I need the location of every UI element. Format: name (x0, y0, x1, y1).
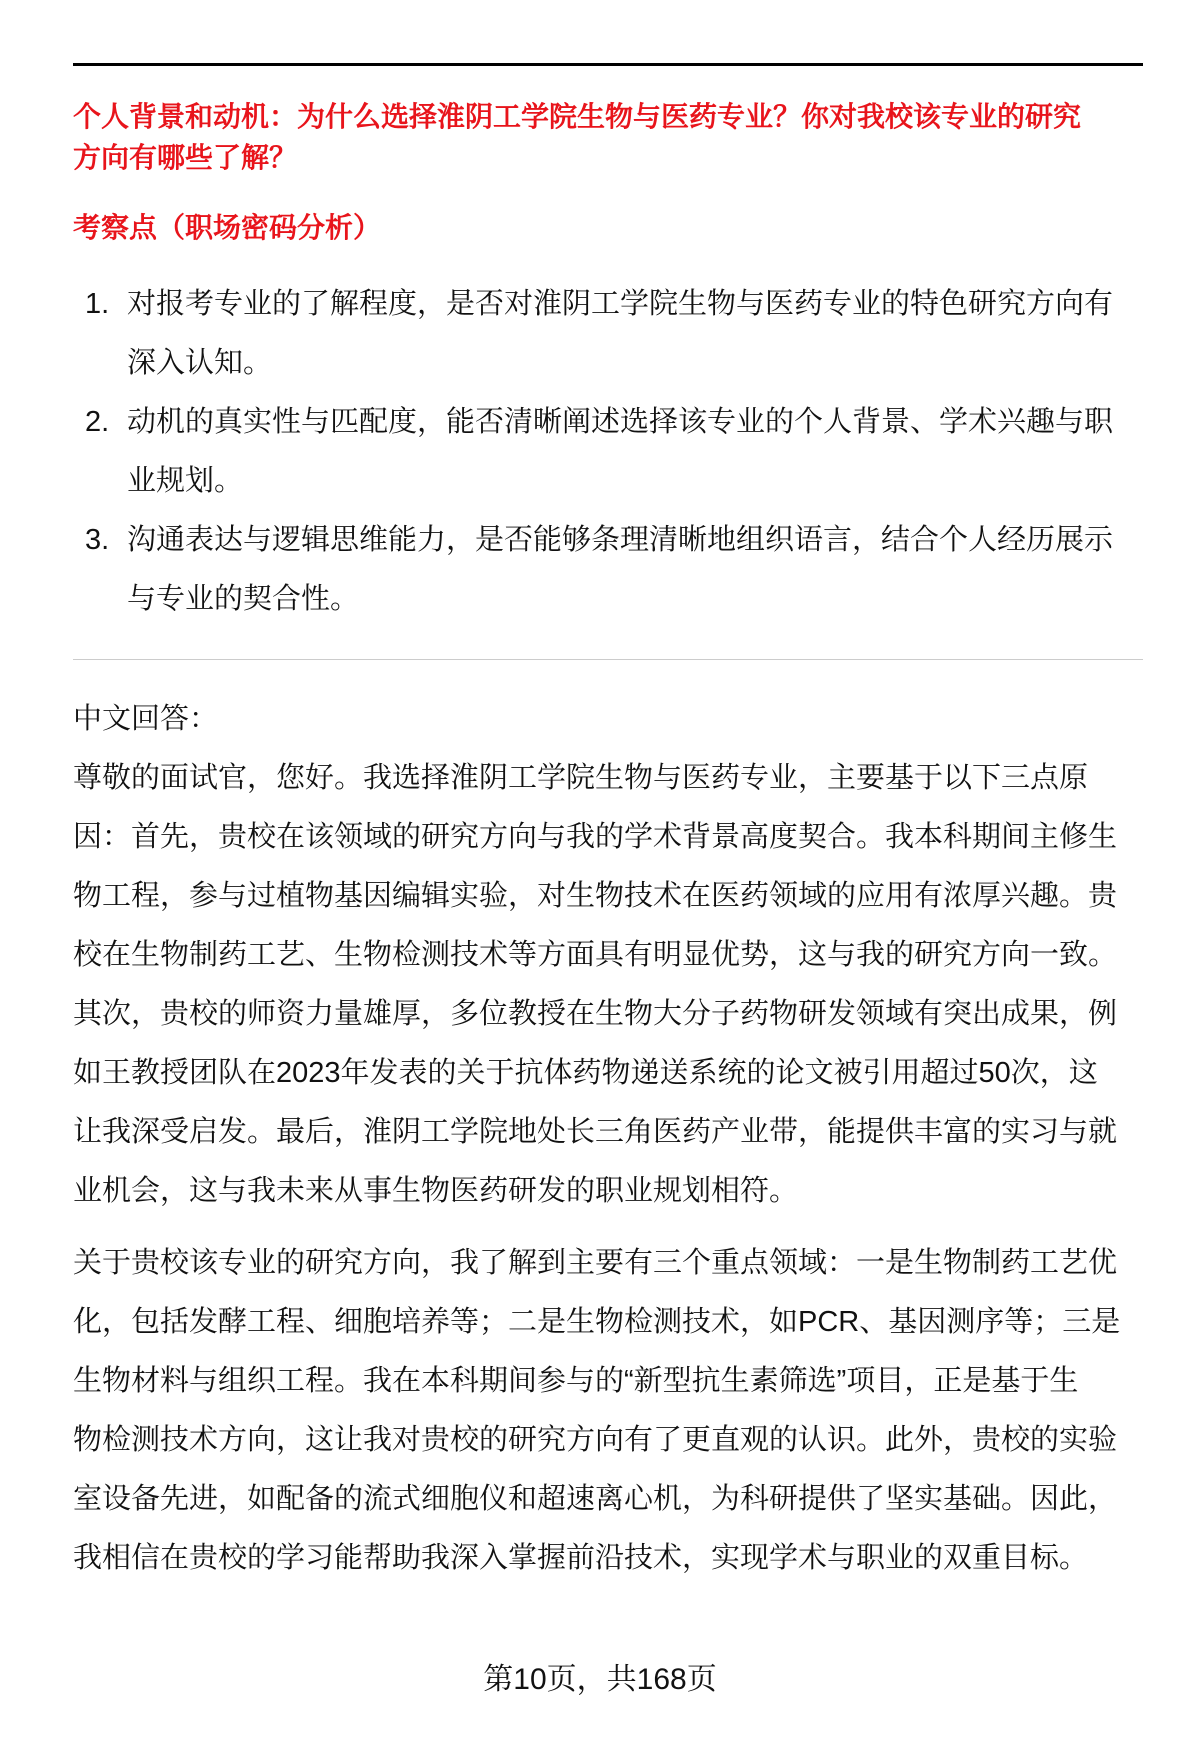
paragraph-line: 因：首先，贵校在该领域的研究方向与我的学术背景高度契合。我本科期间主修生 (73, 821, 1118, 853)
paragraph-line: 物检测技术方向，这让我对贵校的研究方向有了更直观的认识。此外，贵校的实验 (73, 1424, 1118, 1456)
list-item-line: 沟通表达与逻辑思维能力，是否能够条理清晰地组织语言，结合个人经历展示 (127, 524, 1114, 556)
paragraph-line: 室设备先进，如配备的流式细胞仪和超速离心机，为科研提供了坚实基础。因此， (73, 1483, 1118, 1515)
list-number: 2. (85, 406, 110, 438)
paragraph-line: 其次，贵校的师资力量雄厚，多位教授在生物大分子药物研发领域有突出成果，例 (73, 998, 1118, 1030)
page-number: 第10页，共168页 (483, 1663, 717, 1696)
answer-paragraph-1 (73, 749, 1120, 1221)
paragraph-line: 校在生物制药工艺、生物检测技术等方面具有明显优势，这与我的研究方向一致。 (73, 939, 1118, 971)
key-points-list (73, 275, 1113, 629)
header-rule (73, 63, 1143, 66)
answer-section (73, 690, 1120, 1588)
section-divider (73, 659, 1143, 660)
paragraph-line: 尊敬的面试官，您好。我选择淮阴工学院生物与医药专业，主要基于以下三点原 (73, 762, 1089, 794)
paragraph-line: 业机会，这与我未来从事生物医药研发的职业规划相符。 (73, 1175, 799, 1207)
list-number: 3. (85, 524, 110, 556)
paragraph-line: 如王教授团队在2023年发表的关于抗体药物递送系统的论文被引用超过50次，这 (73, 1057, 1098, 1089)
paragraph-line: 化，包括发酵工程、细胞培养等；二是生物检测技术，如PCR、基因测序等；三是 (73, 1306, 1121, 1338)
list-item-line: 动机的真实性与匹配度，能否清晰阐述选择该专业的个人背景、学术兴趣与职 (127, 406, 1114, 438)
list-item-line: 业规划。 (127, 465, 244, 497)
list-item (73, 275, 1113, 393)
question-line: 个人背景和动机：为什么选择淮阴工学院生物与医药专业？你对我校该专业的研究 (73, 101, 1082, 132)
paragraph-line: 让我深受启发。最后，淮阴工学院地处长三角医药产业带，能提供丰富的实习与就 (73, 1116, 1118, 1148)
list-item (73, 511, 1113, 629)
list-item-line: 对报考专业的了解程度，是否对淮阴工学院生物与医药专业的特色研究方向有 (127, 288, 1114, 320)
answer-label: 中文回答： (73, 703, 219, 735)
list-item-line: 深入认知。 (127, 347, 273, 379)
list-number: 1. (85, 288, 110, 320)
list-item-line: 与专业的契合性。 (127, 583, 360, 615)
answer-paragraph-2 (73, 1234, 1120, 1588)
question-line: 方向有哪些了解？ (73, 142, 298, 173)
paragraph-line: 生物材料与组织工程。我在本科期间参与的“新型抗生素筛选”项目，正是基于生 (73, 1365, 1079, 1397)
paragraph-line: 我相信在贵校的学习能帮助我深入掌握前沿技术，实现学术与职业的双重目标。 (73, 1542, 1089, 1574)
question-title (73, 96, 1081, 178)
key-points-heading: 考察点（职场密码分析） (73, 212, 382, 243)
paragraph-line: 关于贵校该专业的研究方向，我了解到主要有三个重点领域：一是生物制药工艺优 (73, 1247, 1118, 1279)
paragraph-line: 物工程，参与过植物基因编辑实验，对生物技术在医药领域的应用有浓厚兴趣。贵 (73, 880, 1118, 912)
list-item (73, 393, 1113, 511)
